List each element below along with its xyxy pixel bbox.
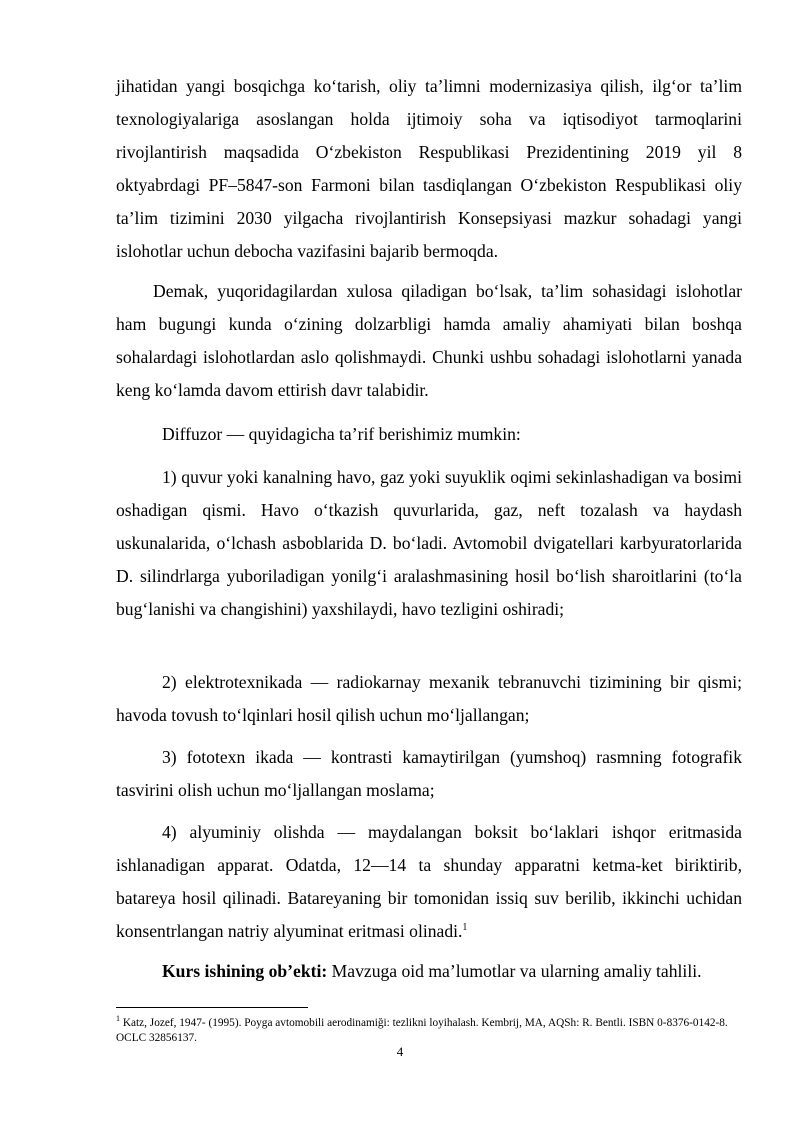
course-object-text: Mavzuga oid ma’lumotlar va ularning amaliy tahlili. bbox=[327, 961, 702, 981]
paragraph-item-1: 1) quvur yoki kanalning havo, gaz yoki suyuklik oqimi sekinlashadigan va bosimi oshadigan qismi. Havo o‘tkazish quvurlarida, gaz, neft tozalash va haydash uskunalarida, o‘lchash asboblarida D. bo‘ladi. Avtomobil dvigatellari karbyuratorlarida D. silindrlarga yuboriladigan yonilg‘i aralashmasining hosil bo‘lish sharoitlarini (to‘la bug‘lanishi va changishini) yaxshilaydi, havo tezligini oshiradi; bbox=[116, 467, 742, 619]
page-number: 4 bbox=[396, 1044, 404, 1059]
footnote-marker: 1 bbox=[116, 1014, 120, 1024]
paragraph-course-object bbox=[116, 955, 742, 988]
paragraph-definition-intro: Diffuzor — quyidagicha ta’rif berishimiz mumkin: bbox=[162, 424, 521, 444]
paragraph-2: Demak, yuqoridagilardan xulosa qiladigan bo‘lsak, ta’lim sohasidagi islohotlar ham bugungi kunda o‘zining dolzarbligi hamda amaliy ahamiyati bilan boshqa sohalardagi islohotlardan aslo qolishmaydi. Chunki ushbu sohadagi islohotlarni yanada keng ko‘lamda davom ettirish davr talabidir. bbox=[116, 281, 742, 400]
footnote-text: Katz, Jozef, 1947- (1995). Poyga avtomobili aerodinamiği: tezlikni loyihalash. Kembrij, MA, AQSh: R. Bentli. ISBN 0-8376-0142-8. OCLC 32856137. bbox=[116, 1017, 728, 1044]
paragraph-item-3: 3) fototexn ikada — kontrasti kamaytirilgan (yumshoq) rasmning fotografik tasvirini olish uchun mo‘ljallangan moslama; bbox=[116, 747, 742, 800]
paragraph-1: jihatidan yangi bosqichga ko‘tarish, oliy ta’limni modernizasiya qilish, ilg‘or ta’lim texnologiyalariga asoslangan holda ijtimoiy soha va iqtisodiyot tarmoqlarini rivojlantirish maqsadida O‘zbekiston Respublikasi Prezidentining 2019 yil 8 oktyabrdagi PF–5847-son Farmoni bilan tasdiqlangan O‘zbekiston Respublikasi oliy ta’lim tizimini 2030 yilgacha rivojlantirish Konsepsiyasi mazkur sohadagi yangi islohotlar uchun debocha vazifasini bajarib bermoqda. bbox=[116, 76, 742, 261]
footnote-separator bbox=[116, 1007, 308, 1008]
footnote bbox=[116, 1016, 742, 1045]
paragraph-item-4-text: 4) alyuminiy olishda — maydalangan boksit bo‘laklari ishqor eritmasida ishlanadigan apparat. Odatda, 12—14 ta shunday apparatni ketma-ket biriktirib, batareya hosil qilinadi. Batareyaning bir tomonidan issiq suv berilib, ikkinchi uchidan konsentrlangan natriy alyuminat eritmasi olinadi. bbox=[116, 822, 742, 941]
course-object-label: Kurs ishining ob’ekti: bbox=[162, 961, 328, 981]
paragraph-item-2: 2) elektrotexnikada — radiokarnay mexanik tebranuvchi tizimining bir qismi; havoda tovush to‘lqinlari hosil qilish uchun mo‘ljallangan; bbox=[116, 672, 742, 725]
footnote-reference[interactable]: 1 bbox=[462, 922, 468, 934]
paragraph-item-4 bbox=[116, 816, 742, 948]
